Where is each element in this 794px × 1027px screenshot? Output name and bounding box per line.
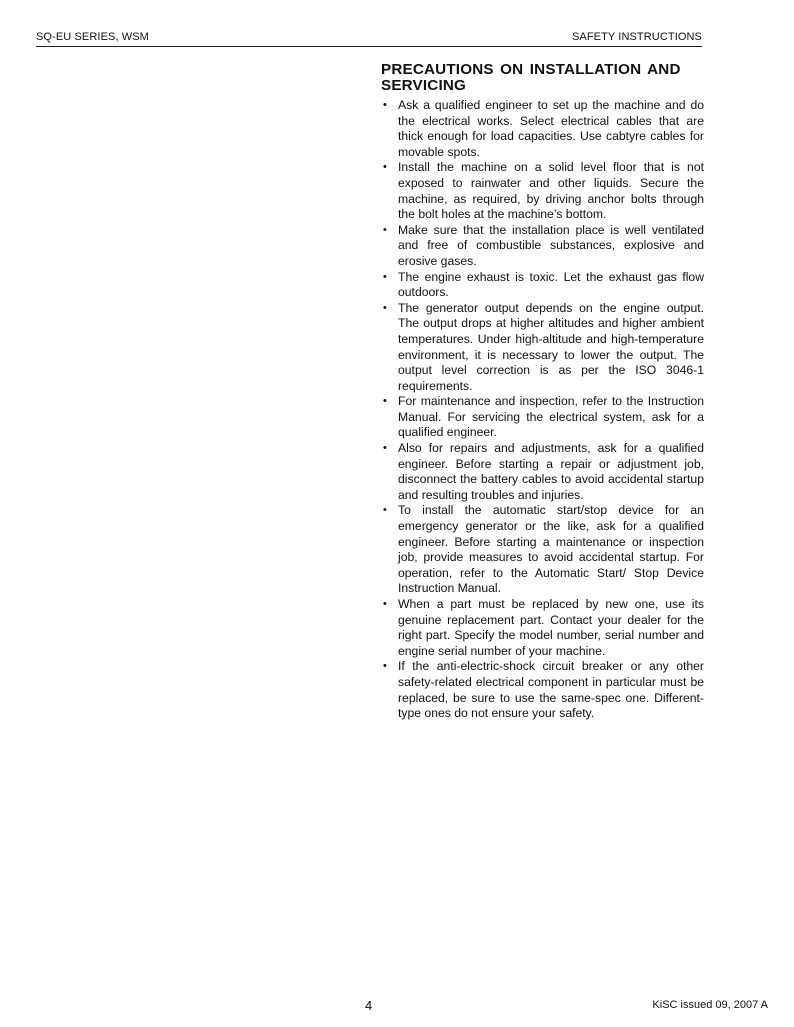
- bullet-icon: •: [383, 660, 387, 673]
- list-item: [381, 223, 704, 270]
- list-item-text: Ask a qualified engineer to set up the machine and do the electrical works. Select electrical cables that are thick enough for load capacities. Use cabtyre cables for movable spots.: [398, 98, 704, 159]
- bullet-icon: •: [383, 301, 387, 314]
- section-title: PRECAUTIONS ON INSTALLATION AND SERVICING: [381, 61, 681, 94]
- list-item-text: To install the automatic start/stop device for an emergency generator or the like, ask for a qualified engineer. Before starting a maintenance or inspection job, provide measures to avoid accidental startup. For operation, refer to the Automatic Start/ Stop Device Instruction Manual.: [398, 503, 704, 596]
- bullet-icon: •: [383, 598, 387, 610]
- issue-info: KiSC issued 09, 2007 A: [652, 999, 768, 1011]
- list-item-text: The engine exhaust is toxic. Let the exhaust gas flow outdoors.: [398, 269, 704, 300]
- list-item: [381, 394, 704, 441]
- list-item: [381, 301, 704, 395]
- list-item-text: For maintenance and inspection, refer to the Instruction Manual. For servicing the electrical system, ask for a qualified engineer.: [398, 394, 704, 440]
- list-item: [381, 597, 704, 659]
- list-item-text: The generator output depends on the engine output. The output drops at higher altitudes and higher ambient temperatures. Under high-altitude and high-temperature environment, it is necessary to lower the output. The output level correction is as per the ISO 3046-1 requirements.: [398, 300, 704, 393]
- bullet-icon: •: [383, 395, 387, 408]
- list-item: [381, 160, 704, 222]
- bullet-icon: •: [383, 270, 387, 283]
- bullet-icon: •: [383, 223, 387, 236]
- precautions-section: [381, 62, 704, 722]
- bullet-icon: •: [383, 99, 387, 111]
- list-item: [381, 98, 704, 160]
- list-item-text: Install the machine on a solid level floor that is not exposed to rainwater and other liquids. Secure the machine, as required, by driving anchor bolts through the bolt holes at the machine’s bottom.: [398, 160, 704, 222]
- list-item: [381, 659, 704, 721]
- header-series: SQ-EU SERIES, WSM: [36, 31, 149, 43]
- bullet-icon: •: [383, 504, 387, 517]
- header-section: SAFETY INSTRUCTIONS: [571, 31, 702, 43]
- list-item-text: Make sure that the installation place is well ventilated and free of combustible substances, explosive and erosive gases.: [398, 222, 704, 268]
- bullet-icon: •: [383, 161, 387, 174]
- list-item-text: If the anti-electric-shock circuit breaker or any other safety-related electrical component in particular must be replaced, be sure to use the same-spec one. Different-type ones do not ensure your safety.: [398, 659, 704, 721]
- list-item: [381, 441, 704, 503]
- precautions-list: [381, 98, 704, 722]
- page-header: [36, 30, 702, 47]
- list-item-text: When a part must be replaced by new one, use its genuine replacement part. Contact your dealer for the right part. Specify the model number, serial number and engine serial number of your machine.: [398, 597, 704, 658]
- list-item: [381, 270, 704, 301]
- bullet-icon: •: [383, 442, 387, 455]
- list-item: [381, 503, 704, 597]
- list-item-text: Also for repairs and adjustments, ask for a qualified engineer. Before starting a repair or adjustment job, disconnect the battery cables to avoid accidental startup and resulting troubles and injuries.: [398, 441, 704, 502]
- page-number: 4: [365, 998, 373, 1013]
